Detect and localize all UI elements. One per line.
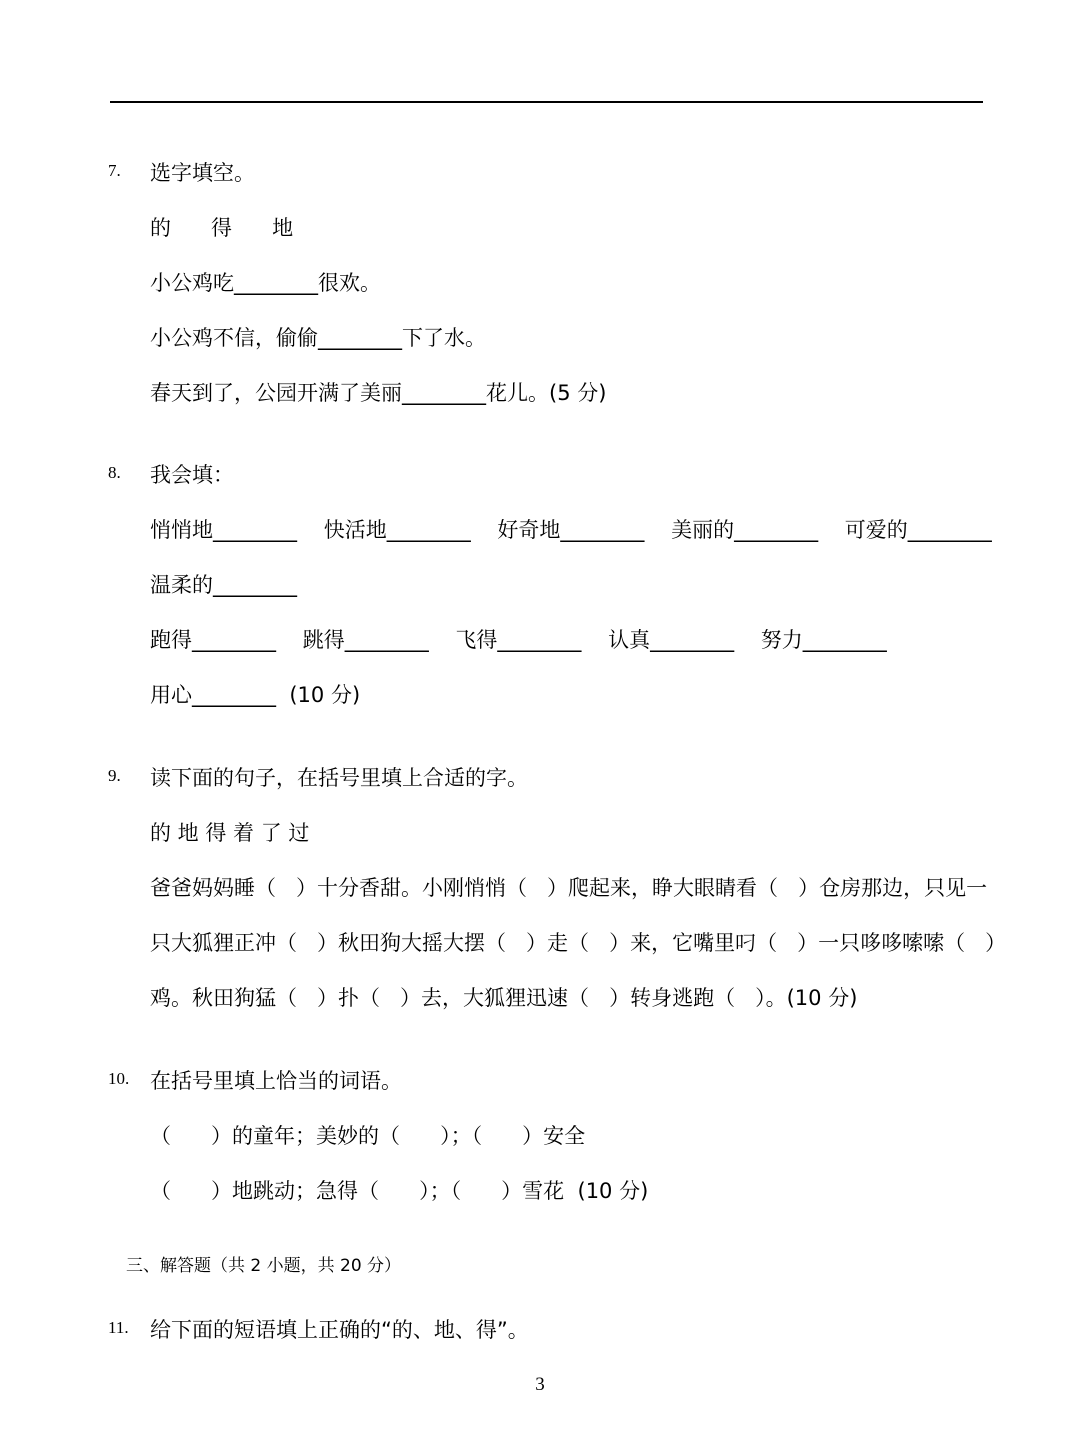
q7-line-3: 春天到了，公园开满了美丽________花儿。(5 分)	[150, 381, 607, 405]
page-number: 3	[535, 1374, 545, 1395]
q11-number: 11.	[108, 1318, 129, 1337]
q7-title: 选字填空。	[150, 161, 255, 185]
q8-title: 我会填：	[150, 463, 234, 487]
header-rule	[110, 101, 983, 103]
q7-options: 的 得 地	[150, 216, 294, 240]
q9-number: 9.	[108, 766, 121, 785]
q7-number: 7.	[108, 161, 121, 180]
q9-line-3: 鸡。秋田狗猛（ ）扑（ ）去，大狐狸迅速（ ）转身逃跑（ ）。(10 分)	[150, 986, 858, 1010]
q8-number: 8.	[108, 463, 121, 482]
q10-number: 10.	[108, 1069, 130, 1088]
q7-line-1: 小公鸡吃________很欢。	[150, 271, 381, 295]
q9-options: 的 地 得 着 了 过	[150, 821, 310, 845]
q7-line-2: 小公鸡不信，偷偷________下了水。	[150, 326, 486, 350]
q8-line-4: 用心________ (10 分)	[150, 683, 361, 707]
q10-title: 在括号里填上恰当的词语。	[150, 1069, 402, 1093]
q8-line-1: 悄悄地________ 快活地________ 好奇地________ 美丽的________ 可爱的________	[150, 518, 992, 542]
section-3-heading: 三、解答题（共 2 小题，共 20 分）	[126, 1256, 402, 1276]
q10-line-1: （ ）的童年；美妙的（ ）；（ ）安全	[150, 1124, 586, 1148]
q9-title: 读下面的句子，在括号里填上合适的字。	[150, 766, 528, 790]
q10-line-2: （ ）地跳动；急得（ ）；（ ）雪花 (10 分)	[150, 1179, 649, 1203]
q9-line-1: 爸爸妈妈睡（ ）十分香甜。小刚悄悄（ ）爬起来，睁大眼睛看（ ）仓房那边，只见一	[150, 876, 988, 900]
q8-line-3: 跑得________ 跳得________ 飞得________ 认真________ 努力________	[150, 628, 887, 652]
q9-line-2: 只大狐狸正冲（ ）秋田狗大摇大摆（ ）走（ ）来，它嘴里叼（ ）一只哆哆嗦嗦（ ）	[150, 931, 1007, 955]
q8-line-2: 温柔的________	[150, 573, 297, 597]
q11-title: 给下面的短语填上正确的“的、地、得”。	[150, 1318, 529, 1342]
